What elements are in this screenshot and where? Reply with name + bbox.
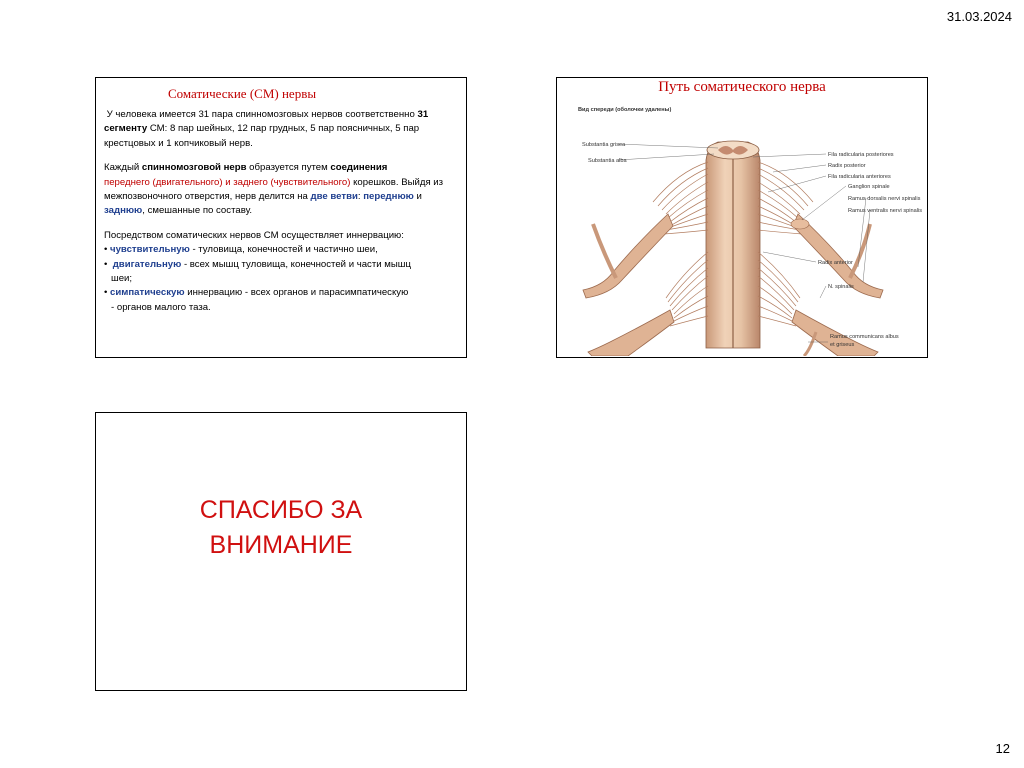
- lower-right-nerve: [758, 252, 800, 326]
- paragraph-formation: Каждый спинномозговой нерв образуется путем соединения переднего (двигательного) и заднего (чувствительного) корешков. Выйдя из межпозвоночного отверстия, нерв делится на две ветви: переднюю и заднюю, смешанные по составу.: [104, 162, 444, 217]
- paragraph-innervation: Посредством соматических нервов СМ осуществляет иннервацию: • чувствительную - туловища, конечностей и частично шеи, • двигательную - всех мышц туловища, конечностей и части мышц шеи; • симпатическую иннервацию - всех органов и парасимпатическую - органов малого таза.: [104, 229, 411, 313]
- spinal-nerve-figure: [558, 102, 927, 356]
- label-ramus-communicans-2: et griseus: [830, 342, 855, 348]
- label-substantia-alba: Substantia alba: [588, 158, 627, 164]
- label-substantia-grisea: Substantia grisea: [582, 142, 626, 148]
- slide-title: Путь соматического нерва: [658, 79, 826, 95]
- date-label: 31.03.2024: [946, 9, 1012, 24]
- slide-nerve-path: [556, 77, 928, 358]
- slide-somatic-nerves: [95, 77, 467, 358]
- label-ramus-ventralis: Ramus ventralis nervi spinalis: [848, 208, 922, 214]
- thanks-text: СПАСИБО ЗА ВНИМАНИЕ: [199, 496, 363, 559]
- page-number: 12: [995, 741, 1010, 756]
- label-n-spinalis: N. spinalis: [828, 284, 854, 290]
- label-fila-anteriores: Fila radicularia anteriores: [828, 174, 891, 180]
- paragraph-pairs: У человека имеется 31 пара спинномозговых нервов соответственно 31 сегменту СМ: 8 пар шейных, 12 пар грудных, 5 пар поясничных, 5 пар крестцовых и 1 копчиковый нерв.: [104, 109, 429, 149]
- bullet-sympathetic: • симпатическую иннервацию - всех органов и парасимпатическую: [104, 287, 409, 299]
- label-fila-posteriores: Fila radicularia posteriores: [828, 152, 894, 158]
- bullet-motor: • двигательную - всех мышц туловища, конечностей и части мышц: [104, 258, 411, 270]
- bullet-sensory: • чувствительную - туловища, конечностей и частично шеи,: [104, 244, 378, 256]
- slide-title: Соматические (СМ) нервы: [168, 86, 317, 101]
- label-ramus-communicans: Ramus communicans albus: [830, 334, 899, 340]
- label-ganglion: Ganglion spinale: [848, 184, 890, 190]
- lower-left-nerve: [666, 252, 708, 326]
- label-radix-posterior: Radix posterior: [828, 163, 866, 169]
- label-radix-anterior: Radix anterior: [818, 260, 853, 266]
- slide-thanks: [95, 412, 467, 691]
- figure-caption: Вид спереди (оболочки удалены): [578, 107, 672, 113]
- label-ramus-dorsalis: Ramus dorsalis nervi spinalis: [848, 196, 921, 202]
